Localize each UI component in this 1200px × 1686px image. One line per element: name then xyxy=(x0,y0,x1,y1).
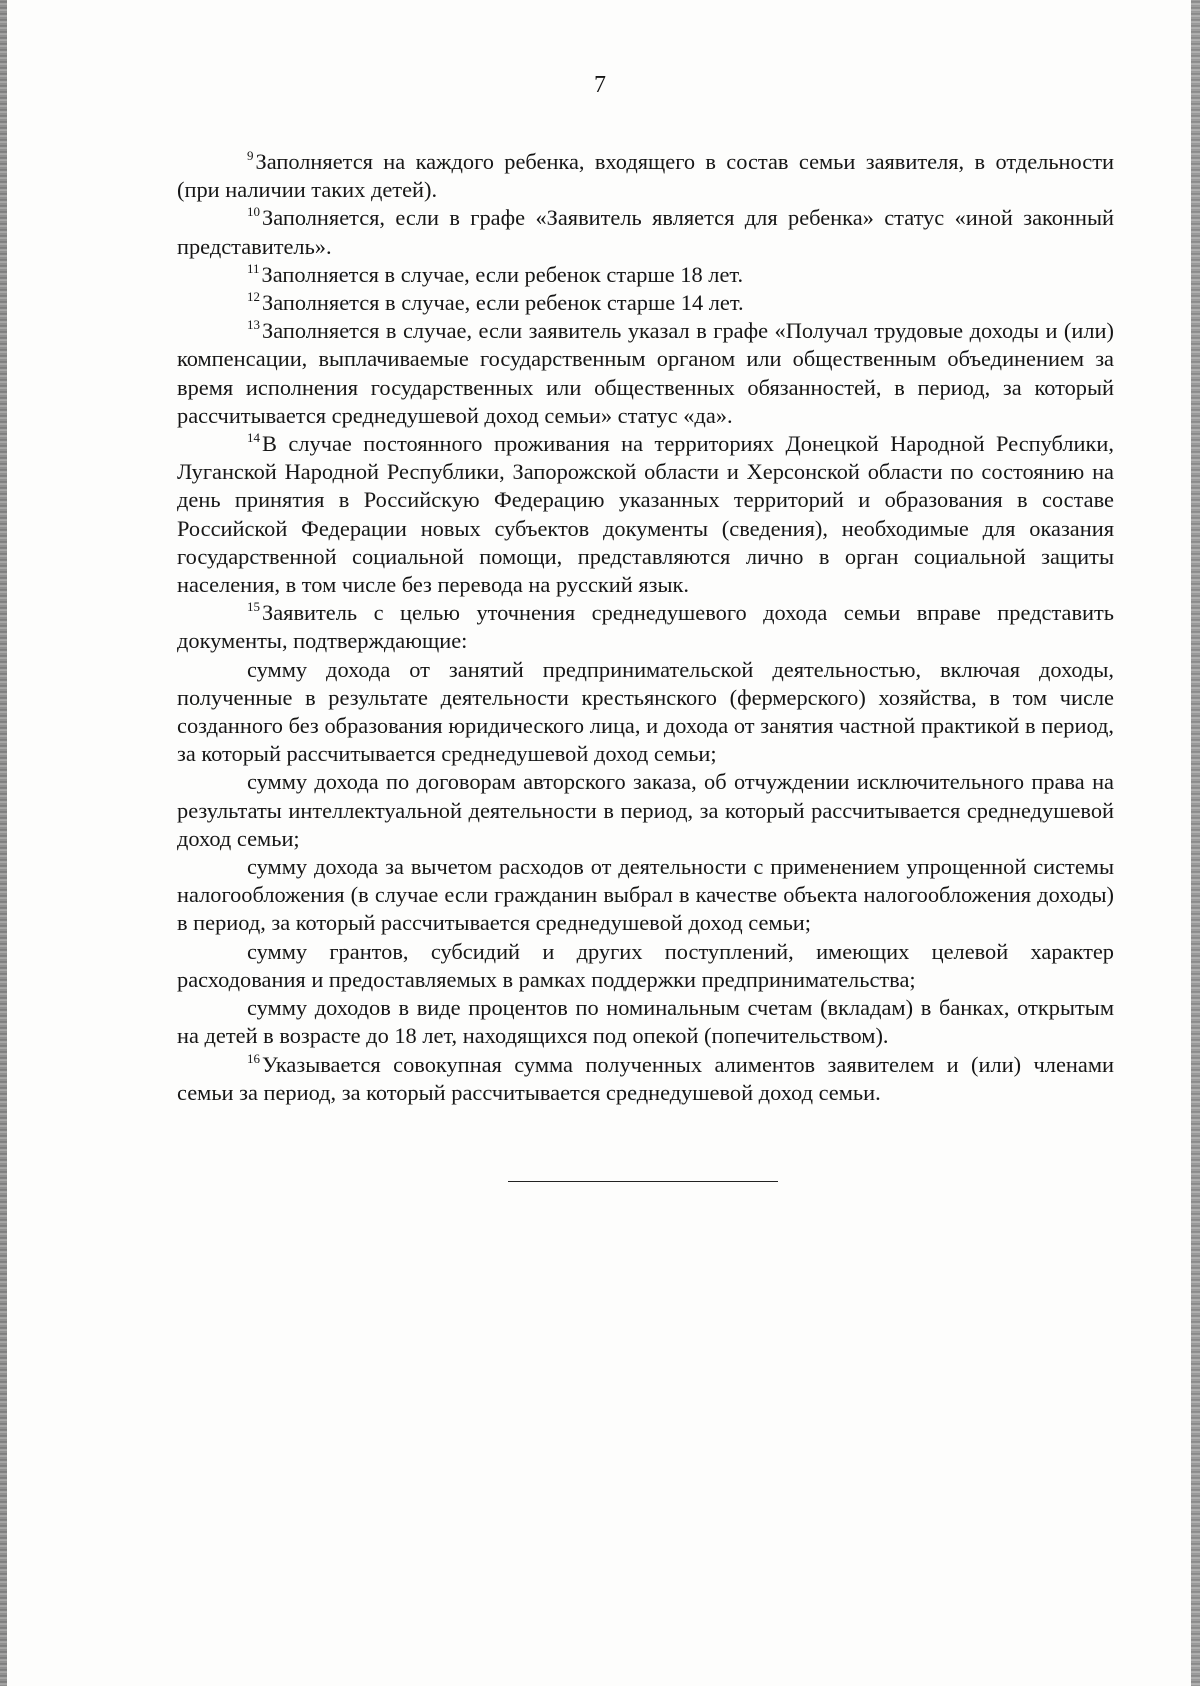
footnote-text: Заявитель с целью уточнения среднедушевого дохода семьи вправе представить документы, подтверждающие: xyxy=(177,600,1114,654)
footnote-14 xyxy=(177,430,1114,599)
footnote-15-item-5 xyxy=(177,994,1114,1050)
footnote-16 xyxy=(177,1051,1114,1107)
footnote-text: Заполняется в случае, если ребенок старше 18 лет. xyxy=(261,261,744,287)
scan-edge-left xyxy=(0,0,7,1686)
footnote-mark: 12 xyxy=(247,289,260,305)
footnote-text: сумму дохода по договорам авторского заказа, об отчуждении исключительного права на результаты интеллектуальной деятельности в период, за который рассчитывается среднедушевой доход семьи; xyxy=(177,769,1114,851)
footnote-mark: 16 xyxy=(247,1050,260,1066)
footnote-12 xyxy=(177,289,1114,317)
footnote-15-item-2 xyxy=(177,768,1114,853)
footnote-15-item-4 xyxy=(177,938,1114,994)
footnote-11 xyxy=(177,261,1114,289)
footnote-text: сумму дохода за вычетом расходов от деятельности с применением упрощенной системы налогообложения (в случае если гражданин выбрал в качестве объекта налогообложения доходы) в период, за который рассчитывается среднедушевой доход семьи; xyxy=(177,854,1114,936)
page-number: 7 xyxy=(594,72,606,98)
footnote-13 xyxy=(177,317,1114,430)
footnote-10 xyxy=(177,204,1114,260)
footnote-15 xyxy=(177,599,1114,655)
footnote-15-item-1 xyxy=(177,656,1114,769)
footnote-mark: 15 xyxy=(247,599,260,615)
footnote-mark: 14 xyxy=(247,430,260,446)
footnote-text: сумму грантов, субсидий и других поступлений, имеющих целевой характер расходования и предоставляемых в рамках поддержки предпринимательства; xyxy=(177,938,1114,992)
footnote-mark: 11 xyxy=(247,260,260,276)
footnote-text: В случае постоянного проживания на территориях Донецкой Народной Республики, Луганской Народной Республики, Запорожской области и Херсонской области по состоянию на день принятия в Российскую Федерацию указанных территорий и образования в составе Российской Федерации новых субъектов документы (сведения), необходимые для оказания государственной социальной помощи, представляются лично в орган социальной защиты населения, в том числе без перевода на русский язык. xyxy=(177,431,1114,598)
footnote-9 xyxy=(177,148,1114,204)
footnote-15-item-3 xyxy=(177,853,1114,938)
footnote-text: Заполняется на каждого ребенка, входящего в состав семьи заявителя, в отдельности (при наличии таких детей). xyxy=(177,149,1114,203)
footnotes-body xyxy=(177,148,1114,1107)
footnote-text: сумму доходов в виде процентов по номинальным счетам (вкладам) в банках, открытым на детей в возрасте до 18 лет, находящихся под опекой (попечительством). xyxy=(177,995,1114,1049)
footnote-mark: 9 xyxy=(247,148,254,163)
end-rule xyxy=(508,1181,778,1182)
scan-edge-right xyxy=(1191,0,1200,1686)
footnote-mark: 10 xyxy=(247,204,260,220)
footnote-text: Заполняется, если в графе «Заявитель является для ребенка» статус «иной законный представитель». xyxy=(177,205,1114,259)
footnote-text: Заполняется в случае, если заявитель указал в графе «Получал трудовые доходы и (или) компенсации, выплачиваемые государственным органом или общественным объединением за время исполнения государственных или общественных обязанностей, в период, за который рассчитывается среднедушевой доход семьи» статус «да». xyxy=(177,318,1114,428)
footnote-text: сумму дохода от занятий предпринимательской деятельностью, включая доходы, полученные в результате деятельности крестьянского (фермерского) хозяйства, в том числе созданного без образования юридического лица, и дохода от занятия частной практикой в период, за который рассчитывается среднедушевой доход семьи; xyxy=(177,656,1114,767)
footnote-mark: 13 xyxy=(247,317,260,333)
footnote-text: Указывается совокупная сумма полученных алиментов заявителем и (или) членами семьи за период, за который рассчитывается среднедушевой доход семьи. xyxy=(177,1051,1114,1105)
footnote-text: Заполняется в случае, если ребенок старше 14 лет. xyxy=(262,290,744,316)
